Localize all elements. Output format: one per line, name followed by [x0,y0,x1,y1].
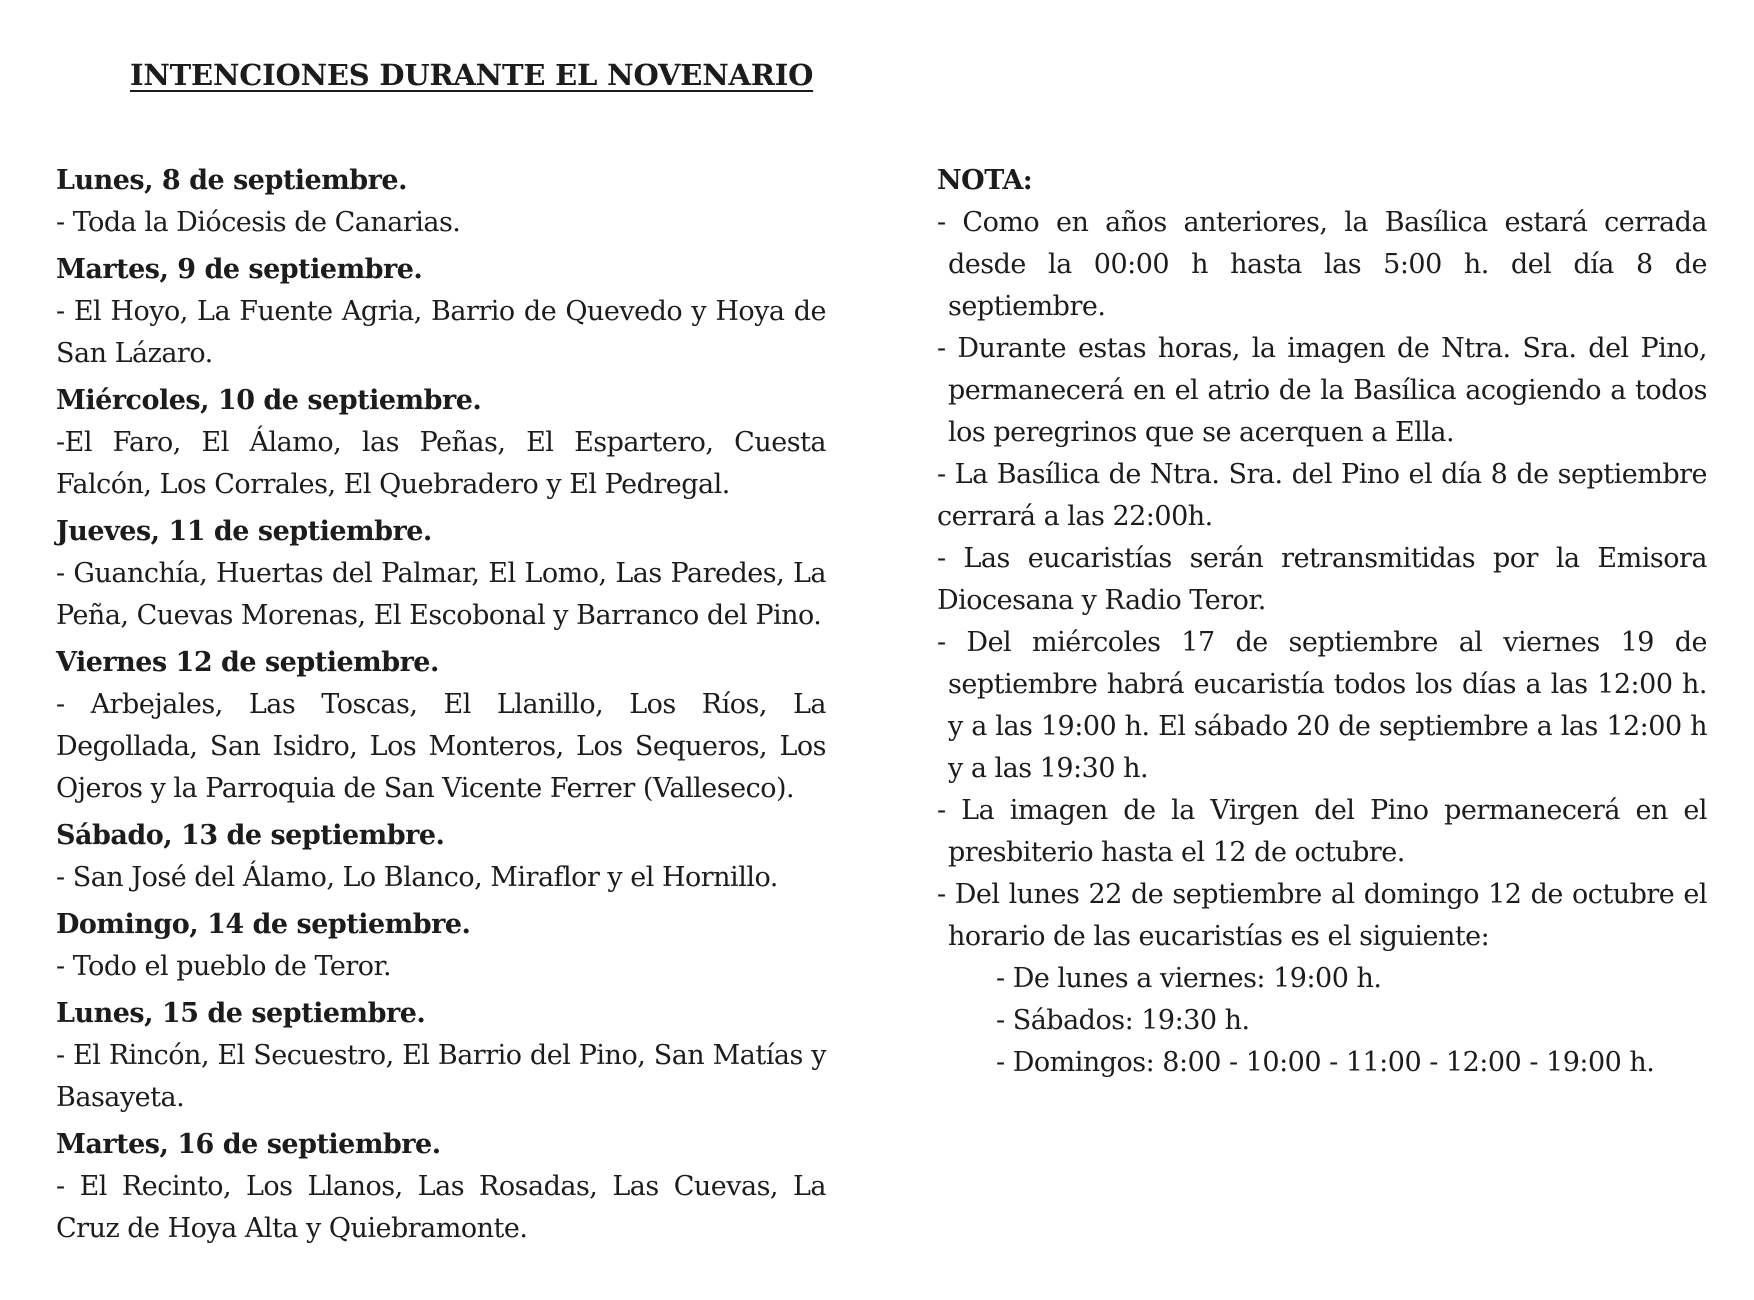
day-heading: Miércoles, 10 de septiembre. [56,385,482,416]
day-intention: - Todo el pueblo de Teror. [56,951,392,982]
nota-column [937,160,1707,1084]
day-heading: Sábado, 13 de septiembre. [56,820,445,851]
nota-item: - Como en años anteriores, la Basílica estará cerrada desde la 00:00 h hasta las 5:00 h. del día 8 de septiembre. [937,207,1707,322]
nota-heading: NOTA: [937,165,1033,196]
nota-item: - Del lunes 22 de septiembre al domingo 12 de octubre el horario de las eucaristías es el siguiente: [937,879,1707,952]
nota-item: - La Basílica de Ntra. Sra. del Pino el día 8 de septiembre cerrará a las 22:00h. [937,459,1707,532]
day-intention: - El Rincón, El Secuestro, El Barrio del Pino, San Matías y Basayeta. [56,1040,826,1113]
day-intention: -El Faro, El Álamo, las Peñas, El Espartero, Cuesta Falcón, Los Corrales, El Quebradero y El Pedregal. [56,427,826,500]
nota-item: - Del miércoles 17 de septiembre al viernes 19 de septiembre habrá eucaristía todos los días a las 12:00 h. y a las 19:00 h. El sábado 20 de septiembre a las 12:00 h y a las 19:30 h. [937,627,1707,784]
day-intention: - Guanchía, Huertas del Palmar, El Lomo, Las Paredes, La Peña, Cuevas Morenas, El Escobonal y Barranco del Pino. [56,558,826,631]
schedule-item: - De lunes a viernes: 19:00 h. [996,963,1382,994]
day-intention: - El Recinto, Los Llanos, Las Rosadas, Las Cuevas, La Cruz de Hoya Alta y Quiebramonte. [56,1171,826,1244]
schedule-item: - Domingos: 8:00 - 10:00 - 11:00 - 12:00 - 19:00 h. [996,1047,1655,1078]
day-intention: - El Hoyo, La Fuente Agria, Barrio de Quevedo y Hoya de San Lázaro. [56,296,826,369]
day-heading: Jueves, 11 de septiembre. [56,516,432,547]
nota-item: - La imagen de la Virgen del Pino permanecerá en el presbiterio hasta el 12 de octubre. [937,795,1707,868]
nota-item: - Las eucaristías serán retransmitidas por la Emisora Diocesana y Radio Teror. [937,543,1707,616]
day-intention: - Toda la Diócesis de Canarias. [56,207,461,238]
day-heading: Viernes 12 de septiembre. [56,647,439,678]
day-heading: Martes, 16 de septiembre. [56,1129,441,1160]
day-heading: Lunes, 8 de septiembre. [56,165,407,196]
intentions-column [56,160,826,1250]
day-intention: - Arbejales, Las Toscas, El Llanillo, Los Ríos, La Degollada, San Isidro, Los Monteros, Los Sequeros, Los Ojeros y la Parroquia de San Vicente Ferrer (Valleseco). [56,689,826,804]
page-title: INTENCIONES DURANTE EL NOVENARIO [130,58,814,92]
day-heading: Domingo, 14 de septiembre. [56,909,471,940]
schedule-item: - Sábados: 19:30 h. [996,1005,1250,1036]
nota-item: - Durante estas horas, la imagen de Ntra. Sra. del Pino, permanecerá en el atrio de la Basílica acogiendo a todos los peregrinos que se acerquen a Ella. [937,333,1707,448]
day-heading: Martes, 9 de septiembre. [56,254,423,285]
day-heading: Lunes, 15 de septiembre. [56,998,426,1029]
day-intention: - San José del Álamo, Lo Blanco, Miraflor y el Hornillo. [56,862,778,893]
